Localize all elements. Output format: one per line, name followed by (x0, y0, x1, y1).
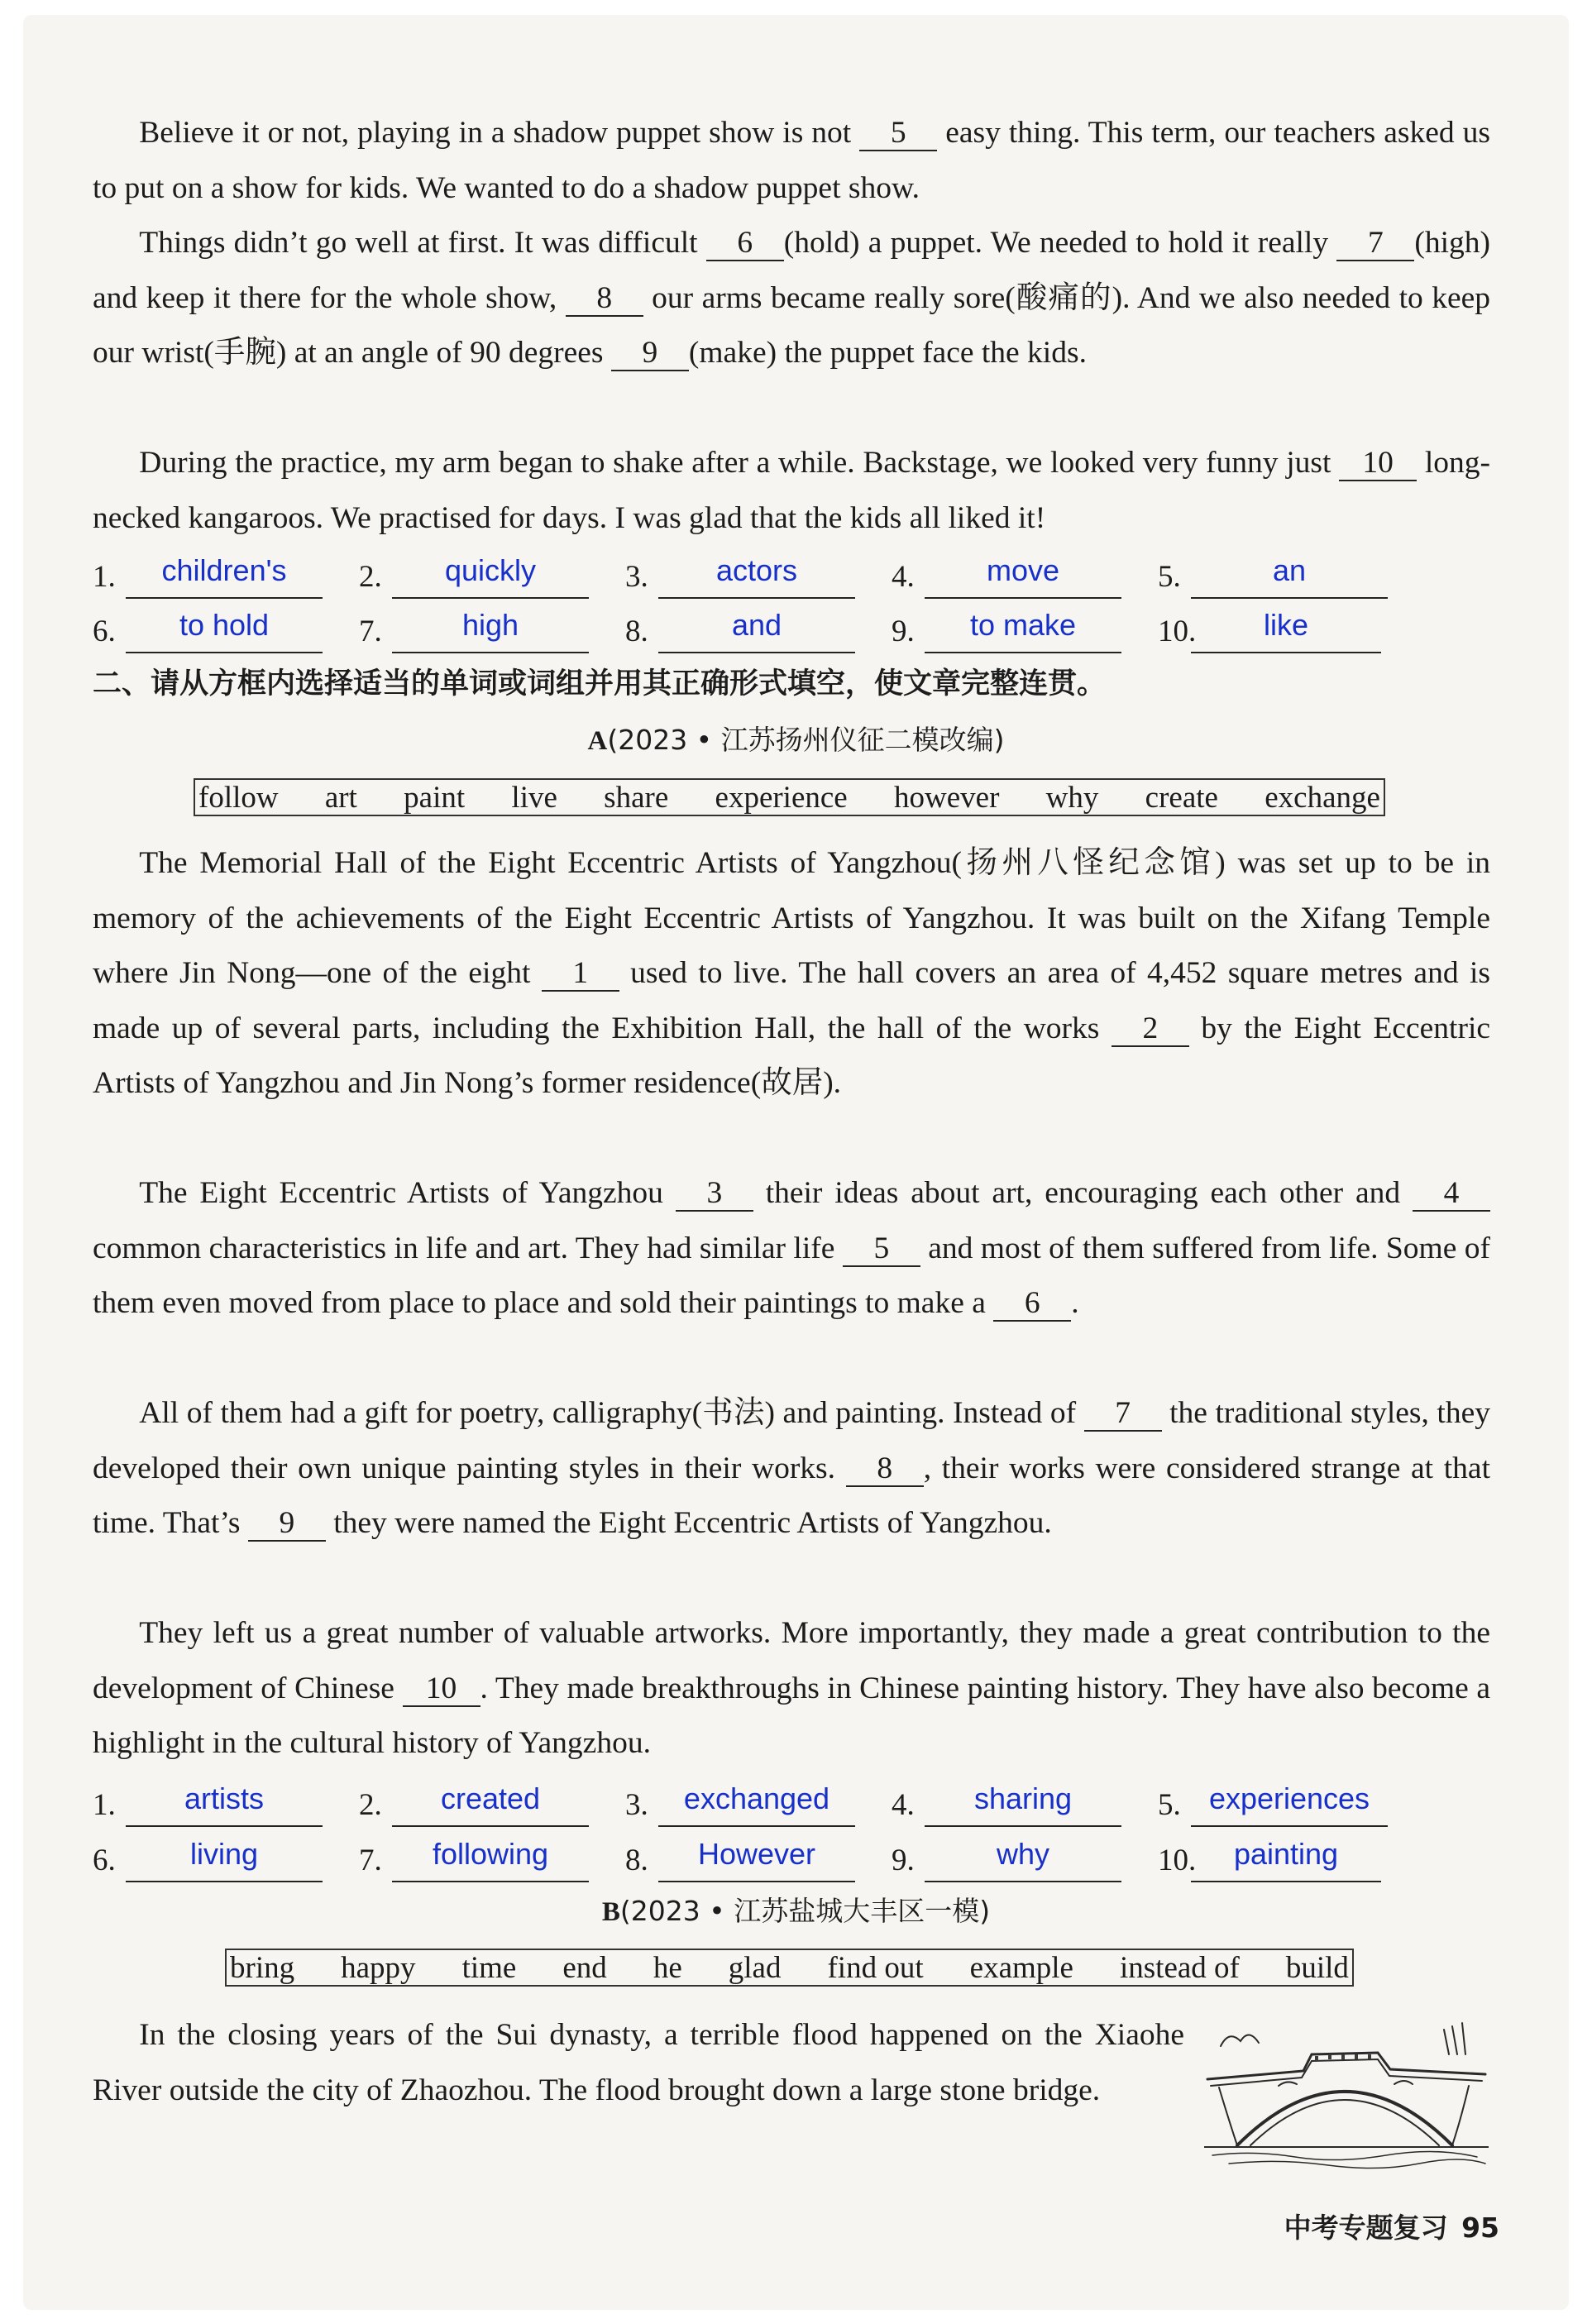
blank-8: 8 (566, 281, 643, 317)
blank-10: 10 (1339, 446, 1417, 481)
word-box-a: follow art paint live share experience however why create exchange (194, 778, 1385, 816)
passage1-paragraph3: During the practice, my arm began to shake after a while. Backstage, we looked very funny just 10 long-necked kangaroos. We practised for days. I was glad that the kids all liked it! (93, 446, 1490, 535)
blank-5: 5 (859, 116, 937, 151)
page-number: 95 (1461, 2212, 1499, 2244)
blank-1: 1 (542, 956, 619, 992)
passage1-paragraph1: Believe it or not, playing in a shadow puppet show is not 5 easy thing. This term, our teachers asked us to put on a show for kids. We wanted to do a shadow puppet show. (93, 116, 1490, 205)
blank-5: 5 (843, 1231, 920, 1267)
blank-4: 4 (1413, 1176, 1490, 1212)
section-heading: 二、请从方框内选择适当的单词或词组并用其正确形式填空，使文章完整连贯。 (93, 667, 1107, 701)
blank-6: 6 (993, 1286, 1071, 1322)
passage-a-paragraph2: The Eight Eccentric Artists of Yangzhou 3 their ideas about art, encouraging each other and 4 common characteristics in life and art. They had similar life 5 and most of them suffered from life. Some of them even moved from place to place and sold their paintings to make a 6 . (93, 1166, 1490, 1332)
workbook-page (23, 15, 1569, 2310)
blank-7: 7 (1336, 226, 1414, 261)
passage1-paragraph2: Things didn’t go well at first. It was difficult 6 (hold) a puppet. We needed to hold it really 7 (high) and keep it there for the whole show, 8 our arms became really sore(酸痛的). And we also needed to keep our wrist(手腕) at an angle of 90 degrees 9 (make) the puppet face the kids. (93, 216, 1490, 381)
passage-a-paragraph4: They left us a great number of valuable artworks. More importantly, they made a great contribution to the development of Chinese 10 . They made breakthroughs in Chinese painting history. They have also become a highlight in the cultural history of Yangzhou. (93, 1616, 1490, 1760)
answer-row: 1. artists 2. created 3. exchanged 4. sharing 5. experiences (93, 1781, 1499, 1830)
answer-row: 1. children's 2. quickly 3. actors 4. move 5. an (93, 552, 1499, 602)
blank-10: 10 (403, 1671, 480, 1707)
stone-bridge-illustration (1204, 2021, 1489, 2170)
passage-b-paragraph1: In the closing years of the Sui dynasty, a terrible flood happened on the Xiaohe River outside the city of Zhaozhou. The flood brought down a large stone bridge. (93, 2018, 1184, 2107)
footer-title: 中考专题复习 (1284, 2212, 1448, 2244)
blank-8: 8 (846, 1451, 924, 1487)
answer-row: 6. living 7. following 8. However 9. why 10. painting (93, 1836, 1499, 1886)
blank-2: 2 (1112, 1011, 1189, 1047)
passage-a-title: A(2023 • 江苏扬州仪征二模改编) (587, 724, 1005, 756)
blank-6: 6 (706, 226, 784, 261)
page-footer (1284, 2207, 1499, 2245)
blank-7: 7 (1084, 1396, 1162, 1432)
blank-9: 9 (248, 1506, 326, 1542)
passage-a-paragraph3: All of them had a gift for poetry, calligraphy(书法) and painting. Instead of 7 the traditional styles, they developed their own unique painting styles in their works. 8 , their works were considered strange at that time. That’s 9 they were named the Eight Eccentric Artists of Yangzhou. (93, 1386, 1490, 1552)
blank-9: 9 (611, 336, 689, 371)
passage-b-title: B(2023 • 江苏盐城大丰区一模) (601, 1895, 991, 1927)
word-box-b: bring happy time end he glad find out example instead of build (225, 1949, 1354, 1987)
answer-row: 6. to hold 7. high 8. and 9. to make 10. like (93, 607, 1499, 657)
blank-3: 3 (676, 1176, 753, 1212)
passage-a-paragraph1: The Memorial Hall of the Eight Eccentric Artists of Yangzhou(扬州八怪纪念馆) was set up to be in memory of the achievements of the Eight Eccentric Artists of Yangzhou. It was built on the Xifang Temple where Jin Nong—one of the eight 1 used to live. The hall covers an area of 4,452 square metres and is made up of several parts, including the Exhibition Hall, the hall of the works 2 by the Eight Eccentric Artists of Yangzhou and Jin Nong’s former residence(故居). (93, 846, 1491, 1100)
